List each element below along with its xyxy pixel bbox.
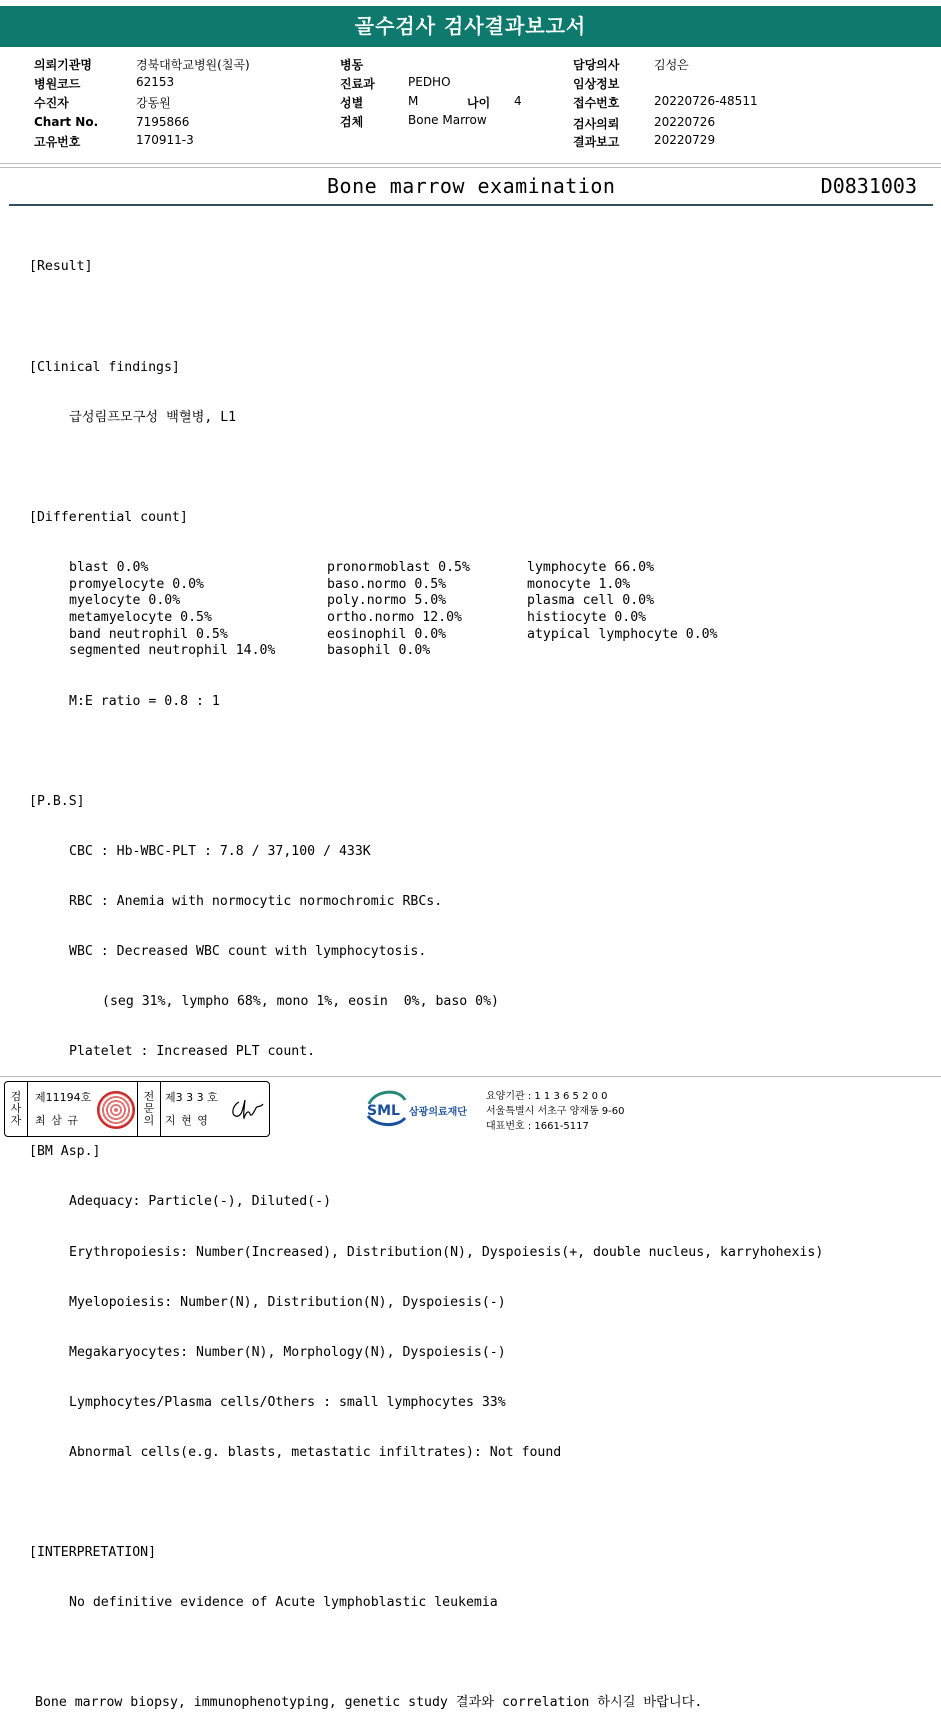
bm-asp-line: Adequacy: Particle(-), Diluted(-) (69, 1194, 332, 1210)
bm-asp-line: Myelopoiesis: Number(N), Distribution(N), Dyspoiesis(-) (69, 1294, 506, 1310)
age-label: 나이 (467, 96, 491, 110)
patient-label: 수진자 (34, 96, 69, 110)
differential-cell: myelocyte 0.0% (69, 593, 181, 609)
accession-label: 접수번호 (573, 96, 620, 110)
pbs-wbc-differential: (seg 31%, lympho 68%, mono 1%, eosin 0%, baso 0%) (102, 994, 499, 1010)
doctor-signature (229, 1096, 265, 1122)
divider (0, 167, 941, 168)
accession-value: 20220726-48511 (654, 94, 758, 108)
ward-label: 병동 (340, 58, 364, 72)
pbs-rbc: RBC : Anemia with normocytic normochromic RBCs. (69, 893, 443, 909)
sml-org-name: 삼광의료재단 (409, 1107, 467, 1118)
differential-cell: atypical lymphocyte 0.0% (527, 626, 718, 642)
divider (0, 163, 941, 164)
doctor-label: 담당의사 (573, 58, 620, 72)
pbs-heading: [P.B.S] (29, 793, 85, 809)
differential-cell: metamyelocyte 0.5% (69, 610, 212, 626)
pbs-cbc: CBC : Hb-WBC-PLT : 7.8 / 37,100 / 433K (69, 843, 371, 859)
institution-value: 경북대학교병원(칠곡) (136, 58, 250, 72)
clinical-info-label: 임상정보 (573, 77, 620, 91)
differential-row (29, 593, 823, 610)
report-date-label: 결과보고 (573, 135, 620, 149)
differential-row (29, 577, 823, 594)
me-ratio: M:E ratio = 0.8 : 1 (69, 693, 220, 709)
org-info (486, 1089, 625, 1134)
doctor-title-label: 전 문 의 (137, 1082, 161, 1136)
institution-label: 의뢰기관명 (34, 58, 92, 72)
result-heading: [Result] (29, 259, 93, 275)
pbs-platelet: Platelet : Increased PLT count. (69, 1044, 316, 1060)
differential-row (29, 627, 823, 644)
patient-info-panel (0, 56, 941, 160)
differential-cell: band neutrophil 0.5% (69, 626, 228, 642)
differential-row (29, 643, 823, 660)
differential-cell: ortho.normo 12.0% (327, 610, 462, 626)
differential-count-heading: [Differential count] (29, 509, 188, 525)
report-body (29, 226, 823, 1729)
dept-label: 진료과 (340, 77, 375, 91)
unique-value: 170911-3 (136, 133, 194, 147)
bm-asp-heading: [BM Asp.] (29, 1144, 101, 1160)
specimen-label: 검체 (340, 115, 364, 129)
report-date-value: 20220729 (654, 133, 716, 147)
differential-cell: basophil 0.0% (327, 643, 431, 659)
differential-cell: monocyte 1.0% (527, 576, 631, 592)
org-tel: 대표번호 : 1661-5117 (486, 1121, 589, 1132)
interpretation-heading: [INTERPRETATION] (29, 1545, 157, 1561)
org-address: 서울특별시 서초구 양재동 9-60 (486, 1106, 625, 1117)
sex-value: M (408, 94, 419, 108)
bm-asp-line: Megakaryocytes: Number(N), Morphology(N), Dyspoiesis(-) (69, 1344, 506, 1360)
differential-cell: promyelocyte 0.0% (69, 576, 204, 592)
exam-code: D0831003 (820, 174, 917, 198)
differential-cell: poly.normo 5.0% (327, 593, 447, 609)
chart-value: 7195866 (136, 115, 190, 129)
bm-asp-line: Abnormal cells(e.g. blasts, metastatic infiltrates): Not found (69, 1444, 562, 1460)
differential-row (29, 610, 823, 627)
examiner-label: 검 사 자 (5, 1082, 28, 1136)
signature-box (4, 1081, 270, 1137)
interpretation-text: No definitive evidence of Acute lymphoblastic leukemia (69, 1595, 498, 1611)
differential-cell: baso.normo 0.5% (327, 576, 447, 592)
clinical-findings-heading: [Clinical findings] (29, 359, 180, 375)
differential-cell: pronormoblast 0.5% (327, 559, 470, 575)
doctor-license: 제3 3 3 호 (165, 1091, 218, 1104)
chart-label: Chart No. (34, 115, 99, 129)
clinical-findings-text: 급성림프모구성 백혈병, L1 (69, 409, 237, 425)
exam-divider (9, 204, 933, 206)
exam-title: Bone marrow examination (327, 174, 616, 198)
pbs-wbc: WBC : Decreased WBC count with lymphocytosis. (69, 943, 427, 959)
unique-label: 고유번호 (34, 135, 81, 149)
bm-asp-line: Lymphocytes/Plasma cells/Others : small lymphocytes 33% (69, 1394, 506, 1410)
bm-asp-line: Erythropoiesis: Number(Increased), Distribution(N), Dyspoiesis(+, double nucleus, karryhohexis) (69, 1244, 824, 1260)
differential-cell: eosinophil 0.0% (327, 626, 447, 642)
differential-cell: lymphocyte 66.0% (527, 559, 655, 575)
doctor-name: 지 현 영 (165, 1114, 209, 1127)
differential-count-table (29, 560, 823, 660)
sml-logo (365, 1088, 477, 1128)
report-title: 골수검사 검사결과보고서 (0, 6, 941, 47)
hospital-code-label: 병원코드 (34, 77, 81, 91)
examiner-license: 제11194호 (35, 1091, 92, 1104)
differential-cell: histiocyte 0.0% (527, 610, 647, 626)
sml-abbr: SML (367, 1103, 400, 1119)
differential-cell: plasma cell 0.0% (527, 593, 655, 609)
org-code: 요양기관 : 1 1 3 6 5 2 0 0 (486, 1091, 608, 1102)
footer-divider (0, 1076, 941, 1077)
patient-value: 강동원 (136, 96, 171, 110)
differential-cell: segmented neutrophil 14.0% (69, 643, 276, 659)
specimen-value: Bone Marrow (408, 113, 487, 127)
seal-stamp (97, 1091, 135, 1129)
exam-header (0, 174, 941, 204)
dept-value: PEDHO (408, 75, 451, 89)
doctor-value: 김성은 (654, 58, 689, 72)
sex-label: 성별 (340, 96, 364, 110)
hospital-code-value: 62153 (136, 75, 175, 89)
comment-text: Bone marrow biopsy, immunophenotyping, genetic study 결과와 correlation 하시길 바랍니다. (35, 1695, 703, 1711)
differential-cell: blast 0.0% (69, 559, 149, 575)
differential-row (29, 560, 823, 577)
age-value: 4 (514, 94, 522, 108)
request-date-value: 20220726 (654, 115, 716, 129)
request-date-label: 검사의뢰 (573, 117, 620, 131)
examiner-name: 최 삼 규 (35, 1114, 79, 1127)
